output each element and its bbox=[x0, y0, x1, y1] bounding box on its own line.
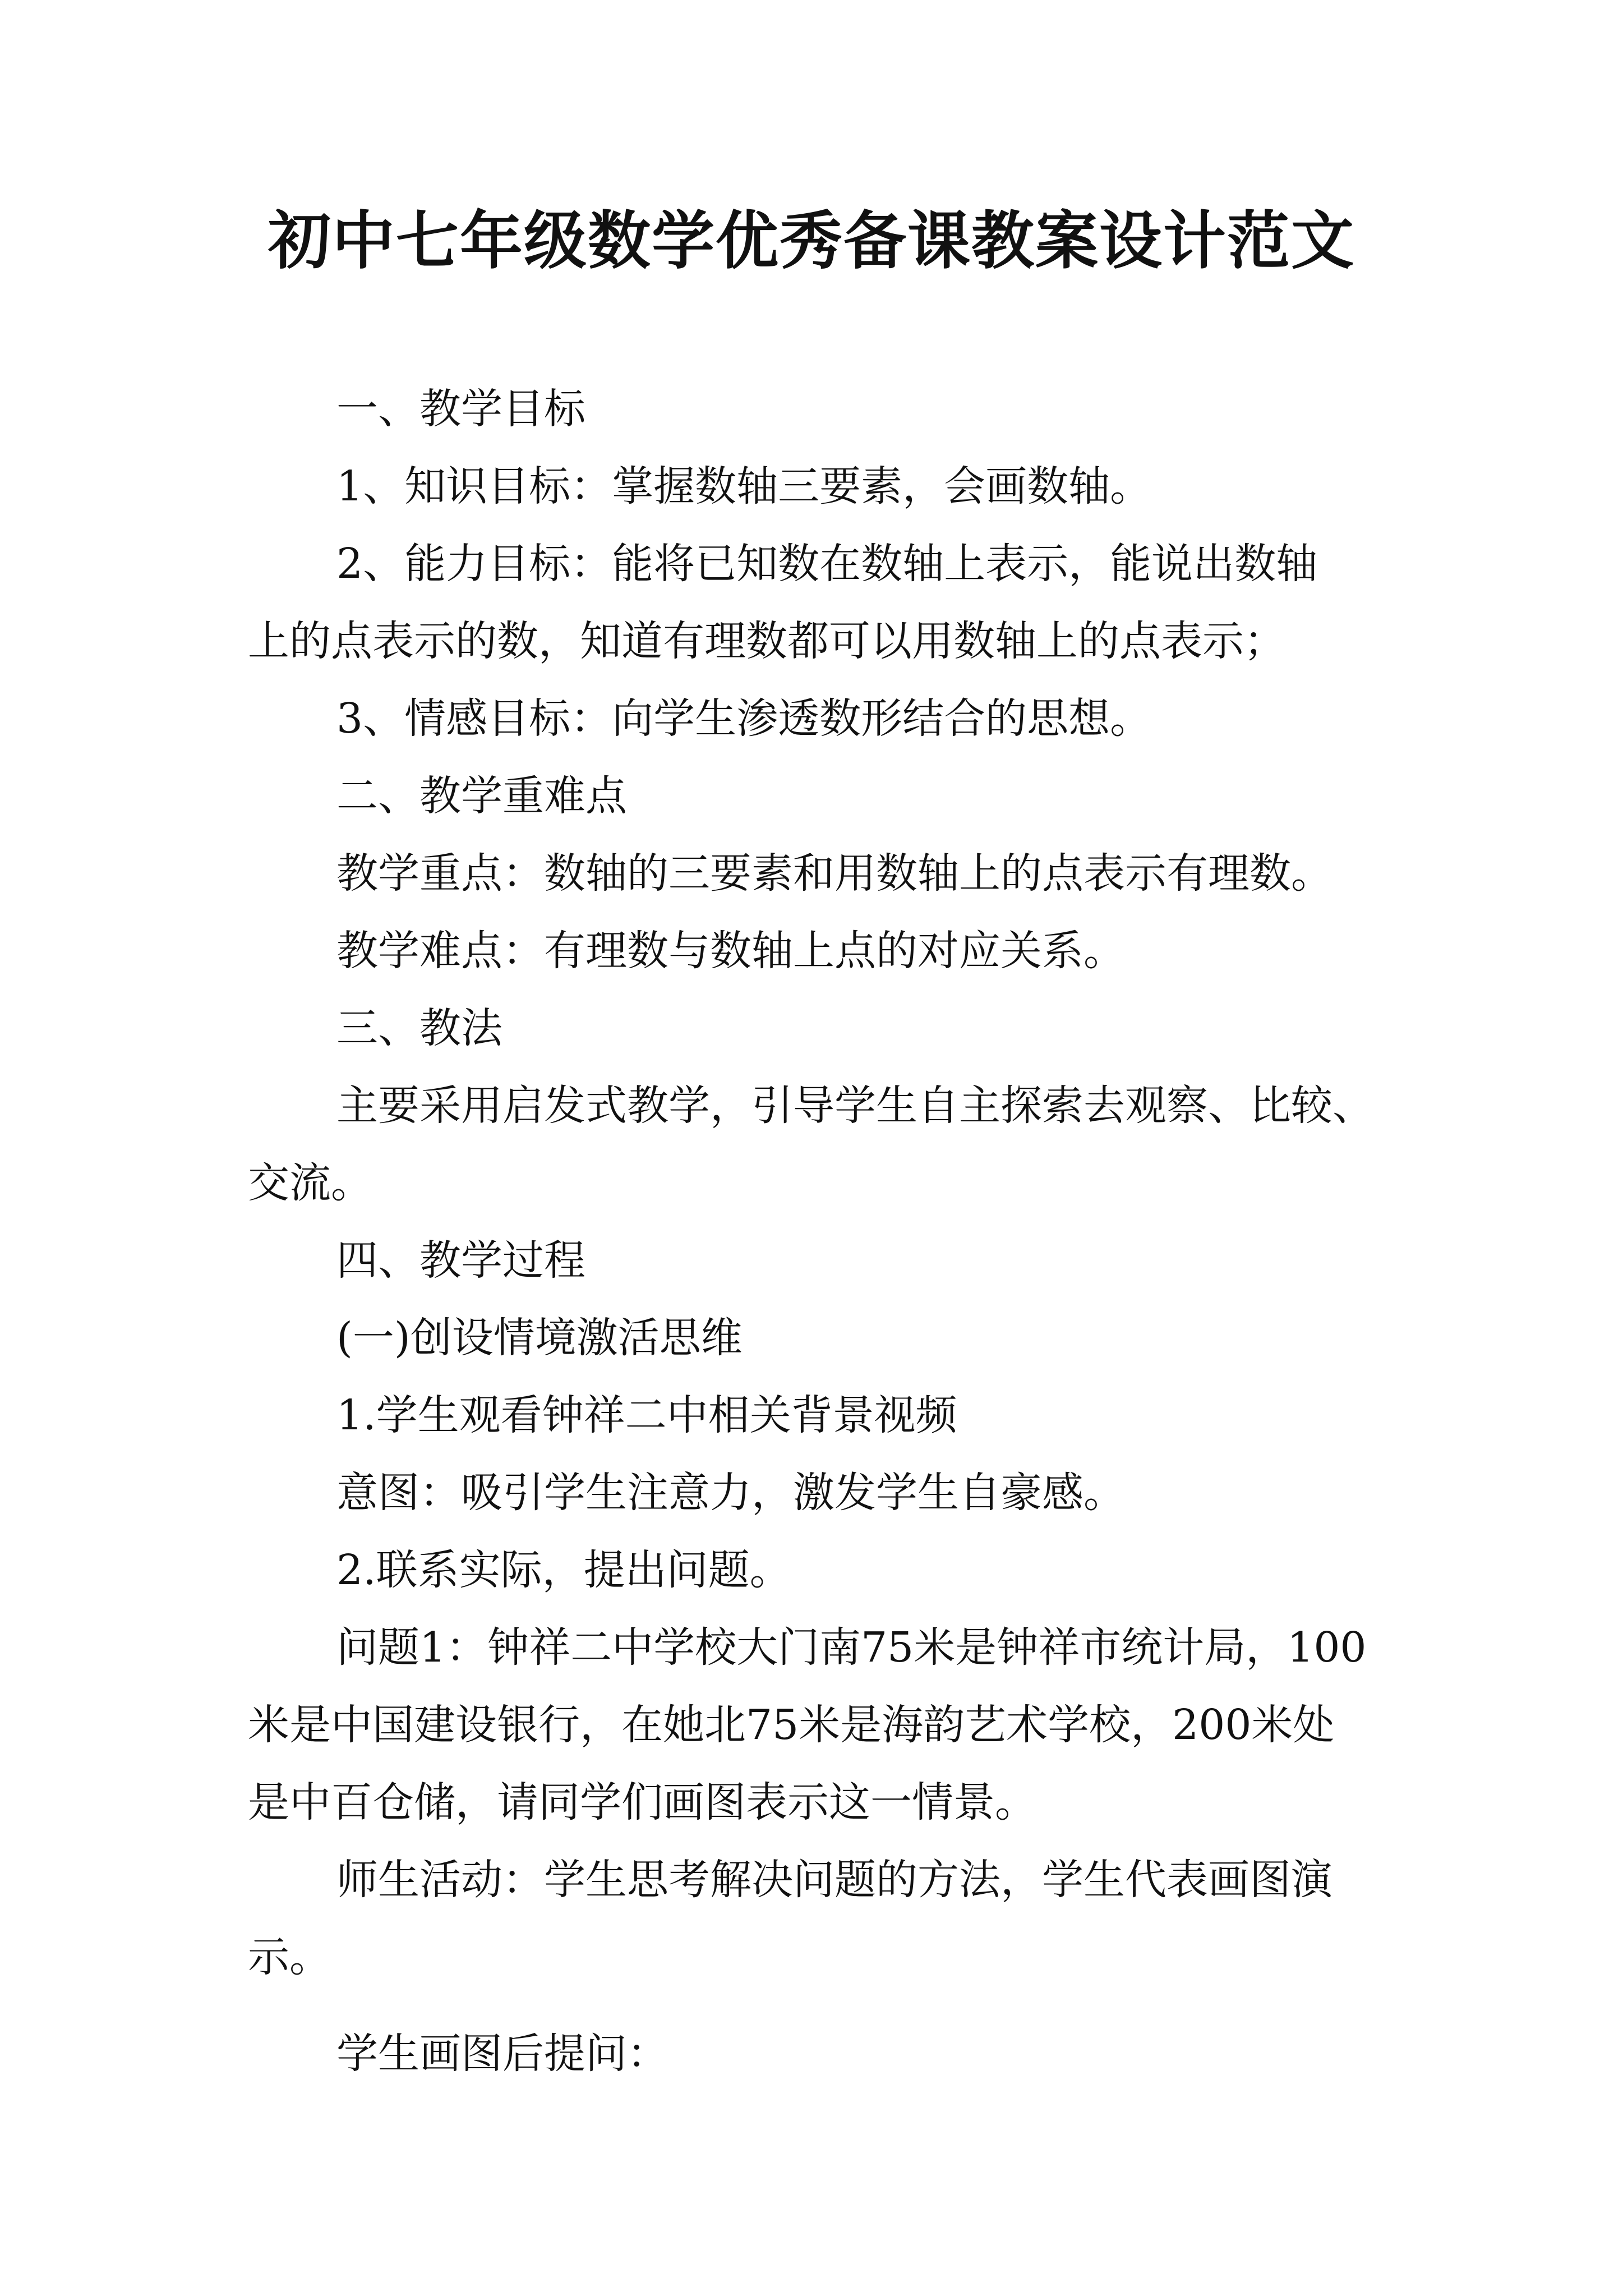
paragraph-line: 教学难点：有理数与数轴上点的对应关系。 bbox=[336, 927, 1125, 975]
paragraph-line: 教学重点：数轴的三要素和用数轴上的点表示有理数。 bbox=[336, 849, 1332, 898]
document-title: 初中七年级数学优秀备课教案设计范文 bbox=[268, 204, 1355, 278]
paragraph-line: 3、情感目标：向学生渗透数形结合的思想。 bbox=[336, 694, 1152, 743]
paragraph-line: 主要采用启发式教学，引导学生自主探索去观察、比较、 bbox=[336, 1082, 1374, 1130]
paragraph-line: 问题1：钟祥二中学校大门南75米是钟祥市统计局，100 bbox=[336, 1623, 1367, 1672]
paragraph-line: 2.联系实际，提出问题。 bbox=[336, 1546, 791, 1594]
paragraph-line: 米是中国建设银行，在她北75米是海韵艺术学校，200米处 bbox=[248, 1701, 1335, 1749]
paragraph-line: 学生画图后提问： bbox=[336, 2030, 668, 2078]
paragraph-line: 2、能力目标：能将已知数在数轴上表示，能说出数轴 bbox=[336, 540, 1318, 588]
section-heading-methods: 三、教法 bbox=[336, 1004, 502, 1052]
paragraph-line: 上的点表示的数，知道有理数都可以用数轴上的点表示； bbox=[248, 617, 1285, 665]
paragraph-line: 意图：吸引学生注意力，激发学生自豪感。 bbox=[336, 1469, 1125, 1517]
subsection-heading: (一)创设情境激活思维 bbox=[336, 1314, 743, 1362]
paragraph-line: 1、知识目标：掌握数轴三要素，会画数轴。 bbox=[336, 462, 1152, 510]
paragraph-line: 是中百仓储，请同学们画图表示这一情景。 bbox=[248, 1778, 1036, 1826]
section-heading-process: 四、教学过程 bbox=[336, 1236, 585, 1285]
section-heading-key-points: 二、教学重难点 bbox=[336, 772, 627, 820]
paragraph-line: 交流。 bbox=[248, 1159, 372, 1207]
document-body bbox=[248, 370, 1386, 2092]
paragraph-line: 示。 bbox=[248, 1933, 331, 1981]
paragraph-gap bbox=[248, 1996, 1386, 2015]
section-heading-objectives: 一、教学目标 bbox=[336, 385, 585, 433]
paragraph-line: 师生活动：学生思考解决问题的方法，学生代表画图演 bbox=[336, 1856, 1332, 1904]
paragraph-line: 1.学生观看钟祥二中相关背景视频 bbox=[336, 1391, 957, 1439]
